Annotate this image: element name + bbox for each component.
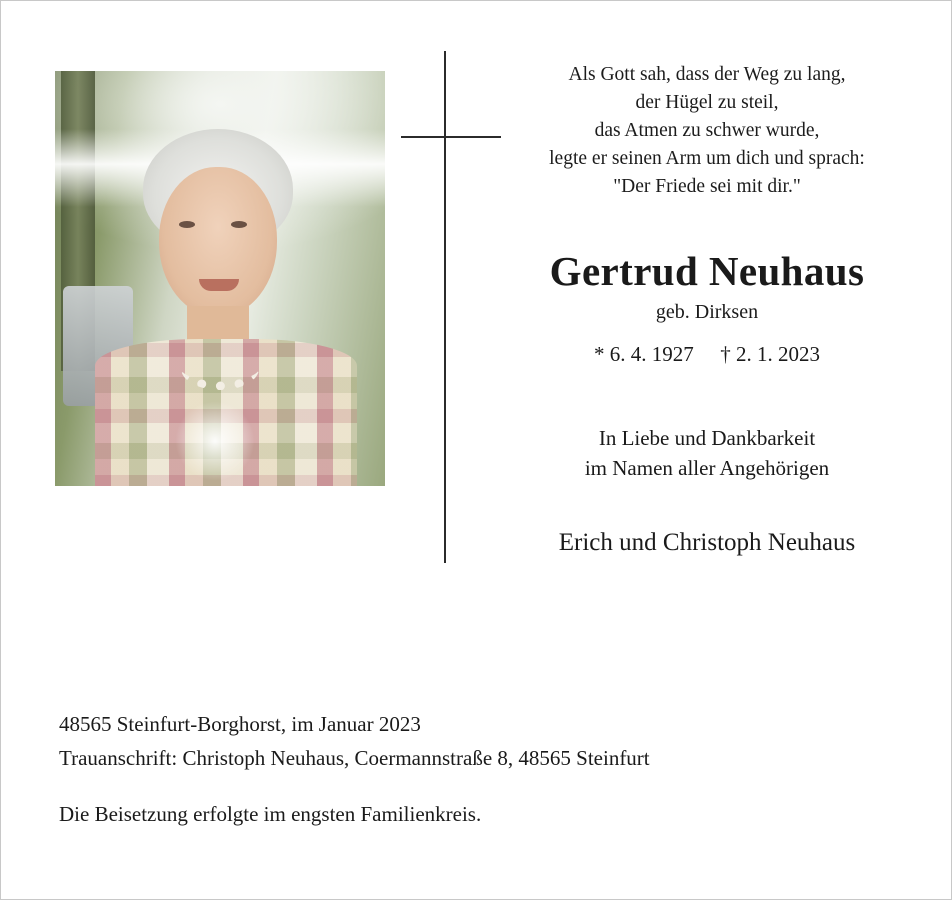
card-upper-section: [1, 1, 952, 661]
cross-horizontal-bar: [401, 136, 501, 138]
photo-pearl-necklace: [181, 347, 259, 390]
photo-light-glare: [175, 401, 255, 481]
dedication-line: im Namen aller Angehörigen: [584, 456, 830, 480]
footer-spacer: [59, 775, 899, 797]
cross-vertical-bar: [444, 51, 446, 563]
dedication: [497, 423, 917, 483]
mourning-address: Trauanschrift: Christoph Neuhaus, Coermannstraße 8, 48565 Steinfurt: [59, 746, 650, 770]
portrait-photo: [55, 71, 385, 486]
place-and-date: 48565 Steinfurt-Borghorst, im Januar 2023: [59, 712, 421, 736]
poem-line: der Hügel zu steil,: [635, 92, 779, 113]
poem: [497, 61, 917, 201]
cross-icon: [401, 51, 501, 563]
poem-line: das Atmen zu schwer wurde,: [594, 120, 820, 141]
death-date: † 2. 1. 2023: [720, 342, 820, 366]
photo-eye-left: [179, 221, 195, 228]
birth-date: * 6. 4. 1927: [594, 342, 694, 366]
memorial-text-column: [497, 61, 917, 557]
poem-line: Als Gott sah, dass der Weg zu lang,: [568, 64, 846, 85]
photo-mouth: [199, 279, 239, 291]
dedication-line: In Liebe und Dankbarkeit: [598, 426, 816, 450]
photo-eye-right: [231, 221, 247, 228]
survivors: Erich und Christoph Neuhaus: [558, 529, 856, 556]
deceased-name: Gertrud Neuhaus: [549, 248, 865, 294]
poem-line: legte er seinen Arm um dich und sprach:: [549, 148, 865, 169]
deceased-maiden-name: geb. Dirksen: [655, 301, 759, 323]
photo-face: [159, 167, 277, 317]
card-footer-section: [59, 707, 899, 831]
funeral-note: Die Beisetzung erfolgte im engsten Familienkreis.: [59, 802, 482, 826]
life-dates: [497, 342, 917, 367]
poem-line: "Der Friede sei mit dir.": [613, 176, 801, 197]
